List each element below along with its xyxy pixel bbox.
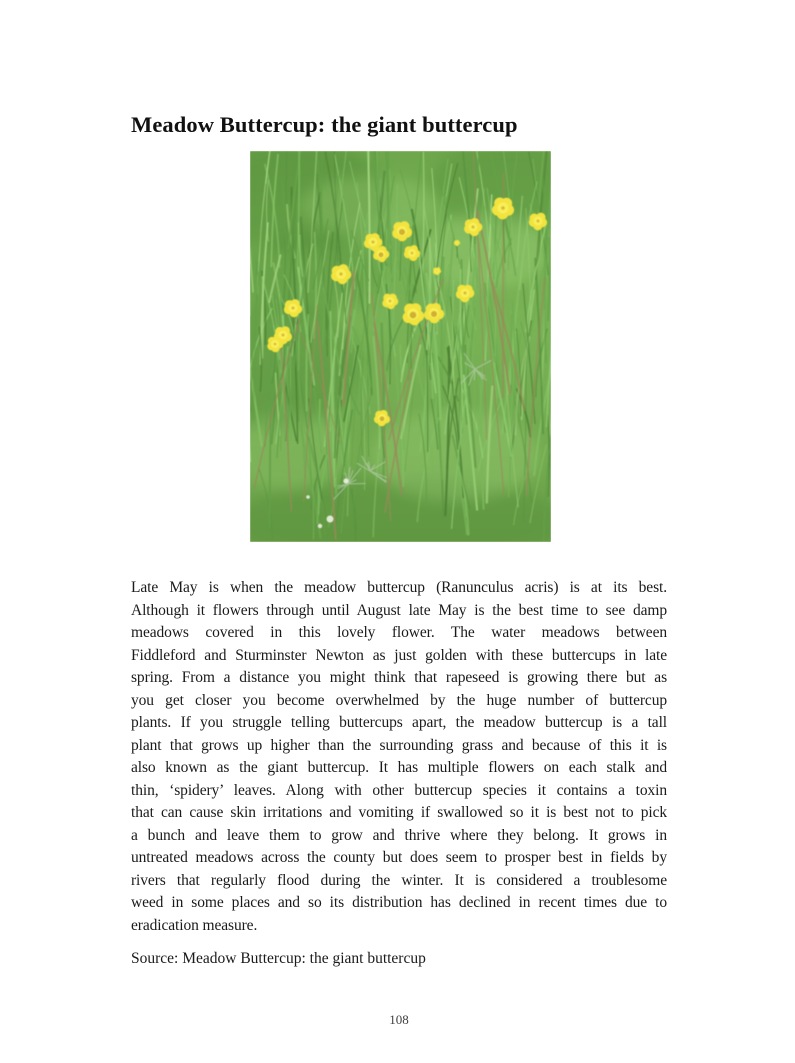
paragraph-line: plants. If you struggle telling buttercups apart, the meadow buttercup is a tall [131,714,667,731]
buttercup-photo-illustration [250,151,551,542]
paragraph-line: spring. From a distance you might think that rapeseed is growing there but as [131,669,667,686]
paragraph-line: that can cause skin irritations and vomiting if swallowed so it is best not to pick [131,804,667,821]
source-caption: Source: Meadow Buttercup: the giant buttercup [131,950,426,967]
paragraph-line: Late May is when the meadow buttercup (Ranunculus acris) is at its best. [131,579,667,596]
paragraph-line: a bunch and leave them to grow and thrive where they belong. It grows in [131,826,667,844]
buttercup-photo [250,151,551,542]
paragraph-line: also known as the giant buttercup. It has multiple flowers on each stalk and [131,759,667,776]
paragraph-line: weed in some places and so its distribution has declined in recent times due to [131,894,667,911]
paragraph-line: eradication measure. [131,916,258,934]
article-paragraph [131,577,667,937]
page-title: Meadow Buttercup: the giant buttercup [131,112,518,138]
paragraph-line: plant that grows up higher than the surrounding grass and because of this it is [131,736,667,754]
paragraph-line: Fiddleford and Sturminster Newton as just golden with these buttercups in late [131,646,667,664]
paragraph-line: rivers that regularly flood during the winter. It is considered a troublesome [131,871,667,889]
page-number: 108 [389,1012,409,1027]
paragraph-line: thin, ‘spidery’ leaves. Along with other buttercup species it contains a toxin [131,781,667,799]
paragraph-line: meadows covered in this lovely flower. The water meadows between [131,624,667,641]
paragraph-line: untreated meadows across the county but does seem to prosper best in fields by [131,849,667,866]
paragraph-line: you get closer you become overwhelmed by the huge number of buttercup [131,691,667,709]
paragraph-line: Although it flowers through until August late May is the best time to see damp [131,601,667,619]
